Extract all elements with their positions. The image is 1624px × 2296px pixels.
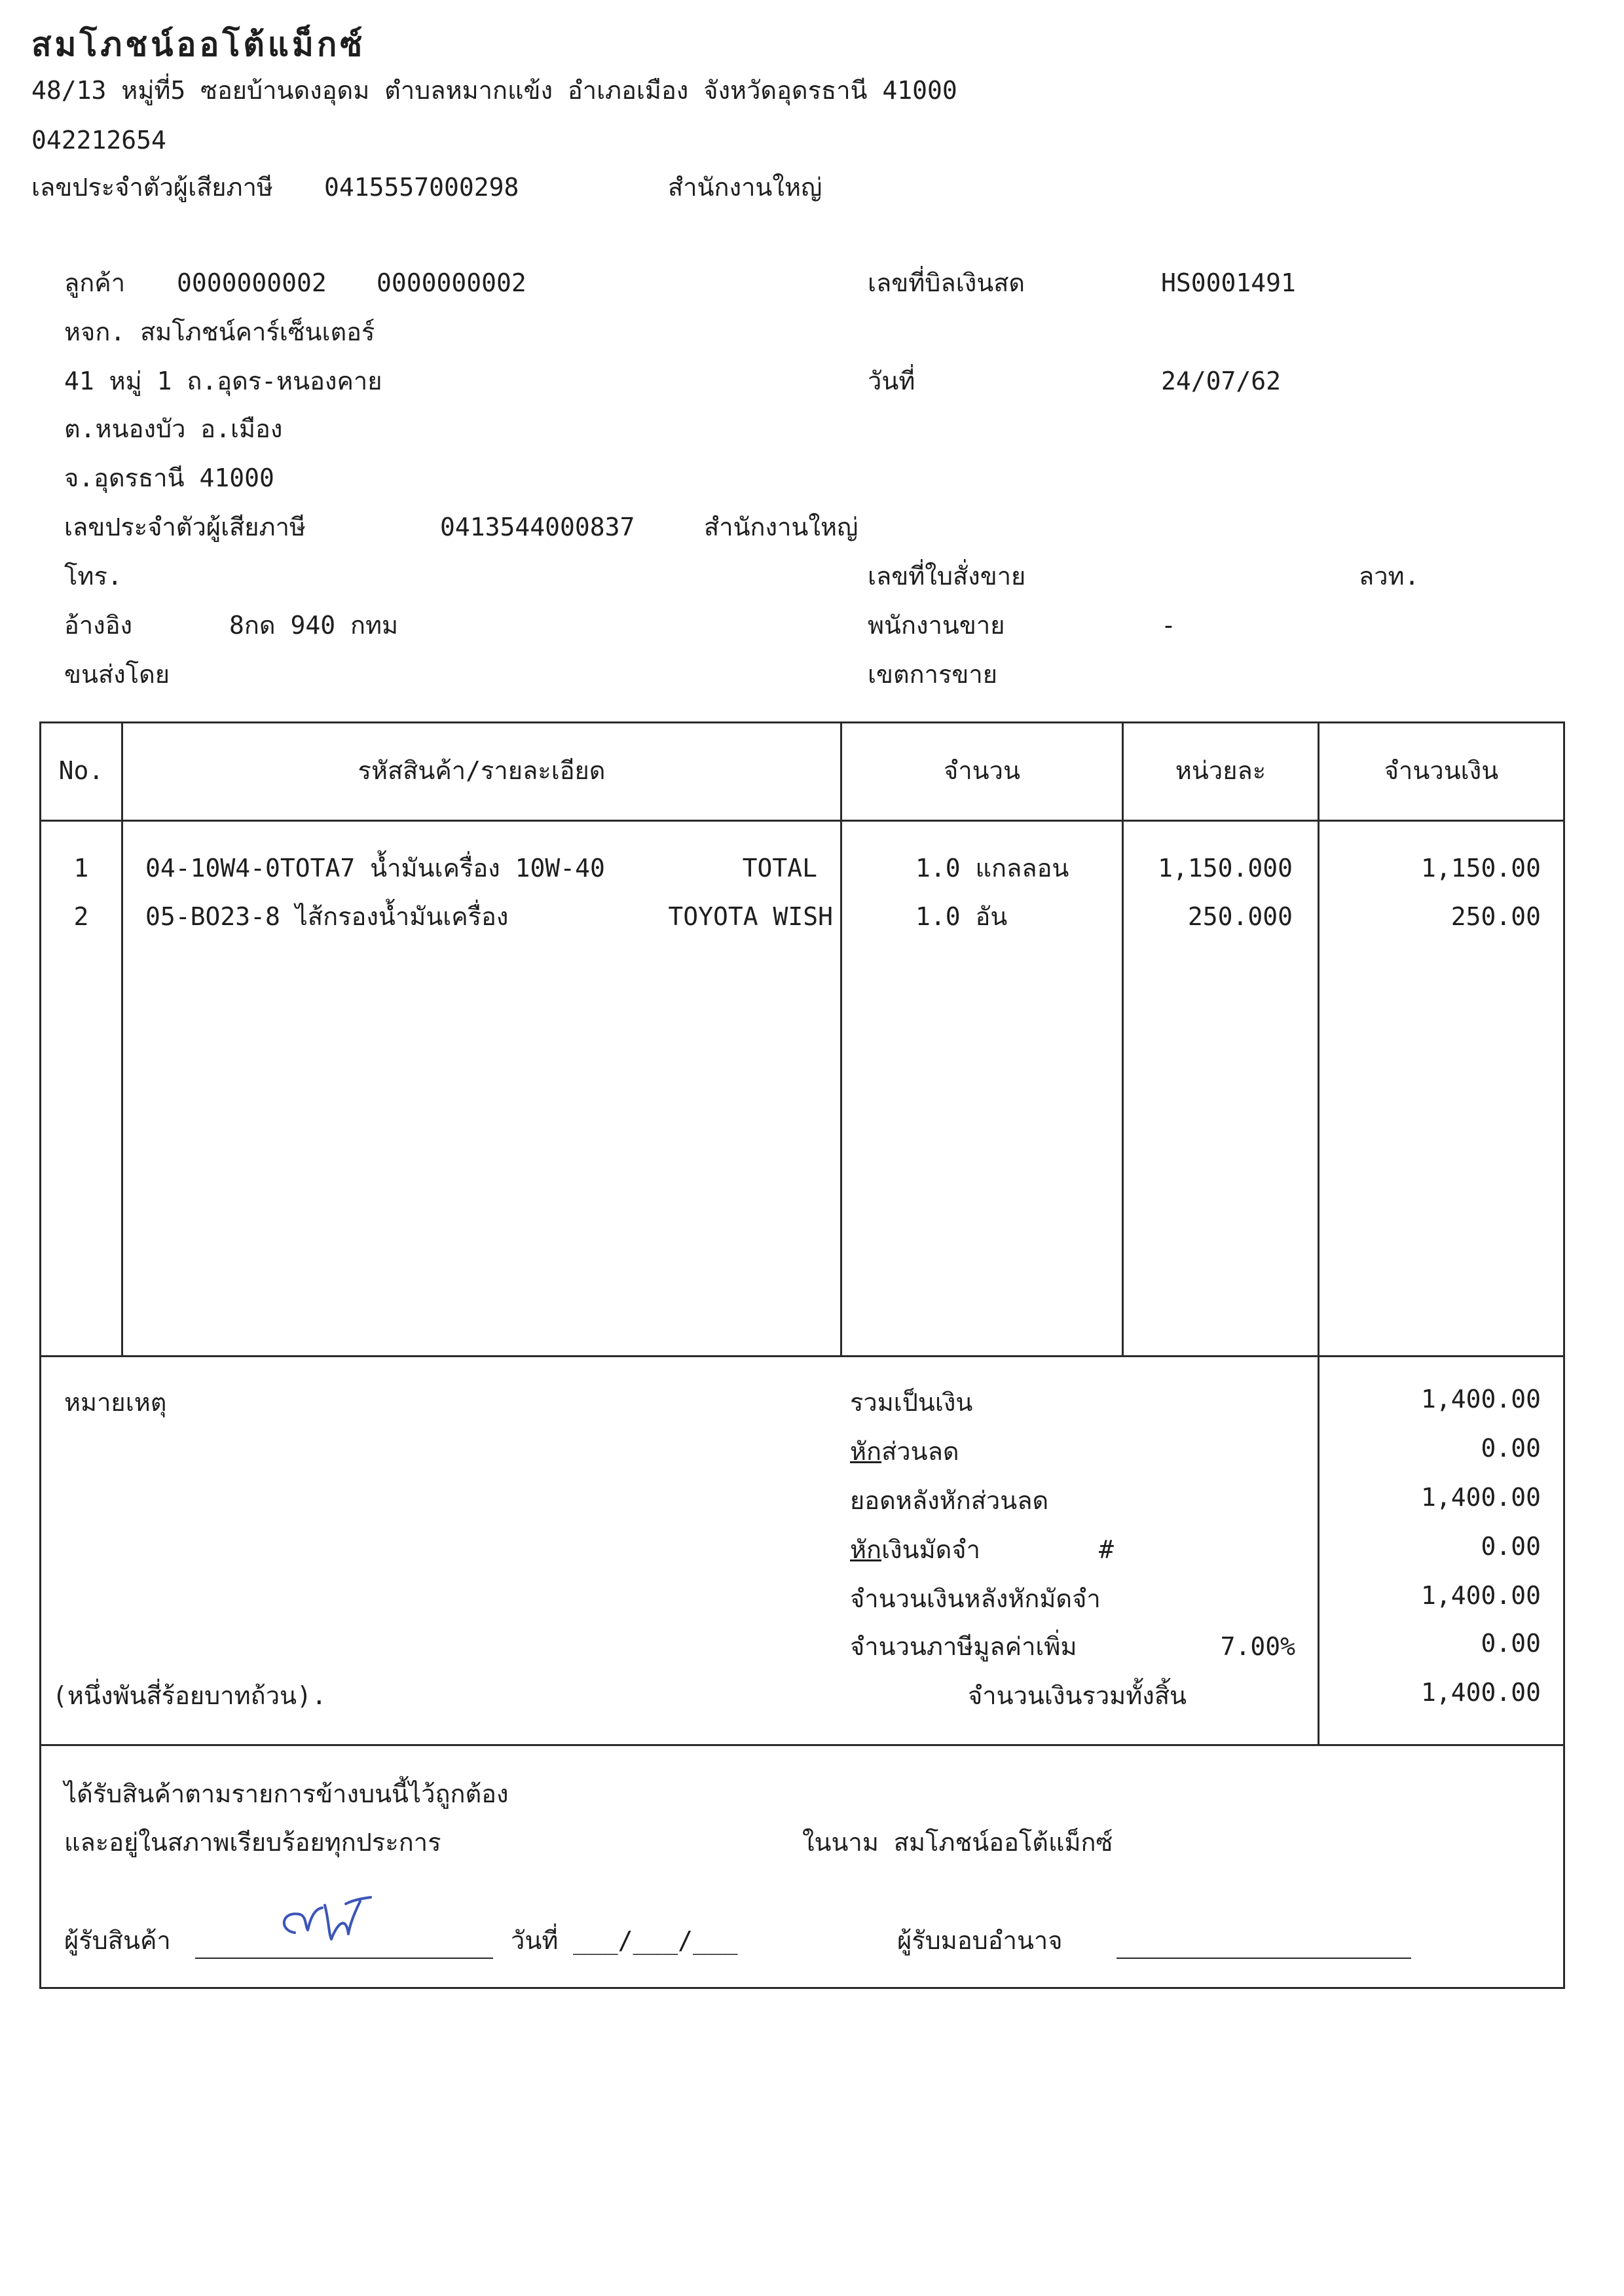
customer-phone-label: โทร. (64, 562, 122, 591)
reference-value: 8กด 940 กทม (229, 611, 399, 640)
received-statement-2: และอยู่ในสภาพเรียบร้อยทุกประการ (64, 1828, 441, 1857)
customer-tax-id: 0413544000837 (440, 513, 635, 541)
sales-order-value: ลวท. (1359, 562, 1420, 591)
receiver-signature-line (195, 1958, 493, 1959)
row-code: 04-10W4-0TOTA7 น้ำมันเครื่อง 10W-40 (145, 854, 605, 883)
discount-label-rest: ส่วนลด (881, 1437, 959, 1466)
subtotal-value: 1,400.00 (1420, 1385, 1541, 1413)
company-name: สมโภชน์ออโต้แม็กซ์ (31, 26, 366, 64)
row-unit-price: 250.000 (1187, 902, 1293, 931)
date-label: วันที่ (868, 367, 915, 395)
salesperson-label: พนักงานขาย (868, 611, 1005, 640)
grand-total-label: จำนวนเงินรวมทั้งสิ้น (968, 1681, 1187, 1710)
header-unit-price: หน่วยละ (1175, 756, 1266, 785)
discount-label (850, 1437, 959, 1467)
company-tax-id: 0415557000298 (324, 173, 519, 202)
salesperson-value: - (1161, 611, 1176, 640)
receiver-signature (268, 1886, 386, 1958)
vat-value: 0.00 (1481, 1629, 1541, 1658)
customer-label: ลูกค้า (64, 268, 126, 297)
row-quantity: 1.0 แกลลอน (915, 854, 1069, 883)
remark-label: หมายเหตุ (64, 1388, 167, 1417)
customer-address-1: 41 หมู่ 1 ถ.อุดร-หนองคาย (64, 367, 382, 395)
customer-code-2: 0000000002 (377, 268, 526, 297)
subtotal-label: รวมเป็นเงิน (850, 1388, 973, 1417)
vat-rate: 7.00% (1220, 1632, 1295, 1661)
header-amount: จำนวนเงิน (1384, 756, 1499, 785)
row-no: 1 (73, 854, 89, 883)
header-quantity: จำนวน (944, 756, 1020, 785)
deposit-hash: # (1099, 1535, 1114, 1564)
receiver-label: ผู้รับสินค้า (64, 1926, 171, 1955)
received-statement-1: ได้รับสินค้าตามรายการข้างบนนี้ไว้ถูกต้อง (64, 1779, 509, 1808)
receive-date-blank: ___/___/___ (573, 1926, 738, 1955)
company-tax-label: เลขประจำตัวผู้เสียภาษี (31, 173, 273, 202)
after-discount-label: ยอดหลังหักส่วนลด (850, 1486, 1049, 1515)
deposit-label-underlined: หัก (850, 1535, 882, 1564)
customer-address-3: จ.อุดรธานี 41000 (64, 464, 274, 492)
vat-label: จำนวนภาษีมูลค่าเพิ่ม (850, 1632, 1077, 1661)
amount-in-words: (หนึ่งพันสี่ร้อยบาทถ้วน). (52, 1681, 327, 1710)
authorized-signature-line (1116, 1958, 1411, 1959)
company-branch: สำนักงานใหญ่ (668, 173, 822, 202)
reference-label: อ้างอิง (64, 611, 133, 640)
customer-branch: สำนักงานใหญ่ (704, 513, 858, 541)
grand-total-value: 1,400.00 (1420, 1678, 1541, 1707)
row-amount: 250.00 (1450, 902, 1541, 931)
customer-code-1: 0000000002 (177, 268, 327, 297)
row-brand: TOYOTA WISH (668, 902, 833, 931)
row-no: 2 (73, 902, 89, 931)
sales-order-label: เลขที่ใบสั่งขาย (868, 562, 1026, 591)
on-behalf-of: ในนาม สมโภชน์ออโต้แม็กซ์ (802, 1828, 1113, 1857)
company-address: 48/13 หมู่ที่5 ซอยบ้านดงอุดม ตำบลหมากแข้ง อำเภอเมือง จังหวัดอุดรธานี 41000 (31, 76, 957, 105)
deposit-label (850, 1535, 980, 1565)
deposit-value: 0.00 (1481, 1532, 1541, 1561)
shipping-label: ขนส่งโดย (64, 660, 170, 689)
company-phone: 042212654 (31, 126, 166, 155)
header-no: No. (58, 756, 104, 785)
bill-number: HS0001491 (1161, 268, 1296, 297)
header-description: รหัสสินค้า/รายละเอียด (358, 756, 606, 785)
sales-area-label: เขตการขาย (868, 660, 997, 689)
row-unit-price: 1,150.000 (1158, 854, 1293, 883)
authorized-label: ผู้รับมอบอำนาจ (897, 1926, 1063, 1955)
after-deposit-value: 1,400.00 (1420, 1581, 1541, 1610)
customer-address-2: ต.หนองบัว อ.เมือง (64, 414, 283, 443)
customer-tax-label: เลขประจำตัวผู้เสียภาษี (64, 513, 306, 541)
bill-number-label: เลขที่บิลเงินสด (868, 268, 1025, 297)
invoice-date: 24/07/62 (1161, 367, 1282, 395)
customer-name: หจก. สมโภชน์คาร์เซ็นเตอร์ (64, 318, 375, 346)
after-deposit-label: จำนวนเงินหลังหักมัดจำ (850, 1584, 1101, 1613)
after-discount-value: 1,400.00 (1420, 1483, 1541, 1512)
row-quantity: 1.0 อัน (915, 902, 1008, 931)
row-code: 05-BO23-8 ไส้กรองน้ำมันเครื่อง (145, 902, 509, 931)
row-brand: TOTAL (742, 854, 817, 883)
discount-value: 0.00 (1481, 1434, 1541, 1463)
receive-date-label: วันที่ (511, 1926, 559, 1955)
row-amount: 1,150.00 (1420, 854, 1541, 883)
deposit-label-rest: เงินมัดจำ (881, 1535, 980, 1564)
discount-label-underlined: หัก (850, 1437, 882, 1466)
